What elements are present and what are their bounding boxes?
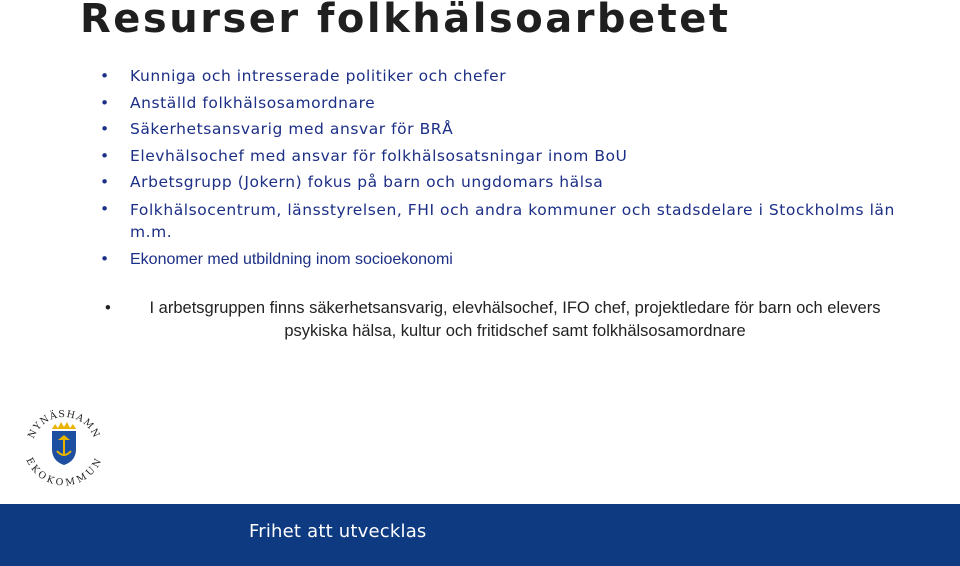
list-item xyxy=(100,246,920,274)
bullet-icon: • xyxy=(100,93,110,112)
bullet-icon: • xyxy=(100,249,110,268)
logo-bottom-text: EKOKOMMUN xyxy=(23,456,105,489)
municipal-logo xyxy=(22,405,106,489)
footer-slogan: Frihet att utvecklas xyxy=(249,521,427,542)
bullet-icon: • xyxy=(100,120,110,138)
bullet-icon: • xyxy=(100,199,110,218)
bullet-icon: • xyxy=(100,173,110,191)
bullet-icon: • xyxy=(100,146,110,165)
slide-title: Resurser folkhälsoarbetet xyxy=(80,0,731,42)
summary-text: I arbetsgruppen finns säkerhetsansvarig, elevhälsochef, IFO chef, projektledare för barn och elevers psykiska hälsa, kultur och fritidschef samt folkhälsosamordnare xyxy=(149,299,881,340)
list-item xyxy=(100,169,920,196)
municipal-crest-icon xyxy=(52,422,76,465)
list-item xyxy=(100,116,920,143)
footer-bar xyxy=(0,504,960,566)
bullet-text: Elevhälsochef med ansvar för folkhälsosatsningar inom BoU xyxy=(130,146,628,165)
bullet-icon: • xyxy=(105,299,111,317)
bullet-list xyxy=(100,63,920,273)
bullet-text: Anställd folkhälsosamordnare xyxy=(130,93,376,112)
list-item xyxy=(100,196,920,246)
list-item xyxy=(100,143,920,170)
list-item xyxy=(100,90,920,117)
bullet-text: Kunniga och intresserade politiker och chefer xyxy=(130,67,507,85)
bullet-text: Arbetsgrupp (Jokern) fokus på barn och ungdomars hälsa xyxy=(130,173,604,191)
list-item xyxy=(100,63,920,90)
logo-top-text: NYNÄSHAMN xyxy=(26,408,102,441)
bullet-text: Säkerhetsansvarig med ansvar för BRÅ xyxy=(130,120,454,138)
bullet-text: Ekonomer med utbildning inom socioekonomi xyxy=(130,250,453,268)
bullet-text: Folkhälsocentrum, länsstyrelsen, FHI och andra kommuner och stadsdelare i Stockholms län m.m. xyxy=(130,200,895,241)
summary-paragraph xyxy=(105,297,905,343)
bullet-icon: • xyxy=(100,67,110,85)
